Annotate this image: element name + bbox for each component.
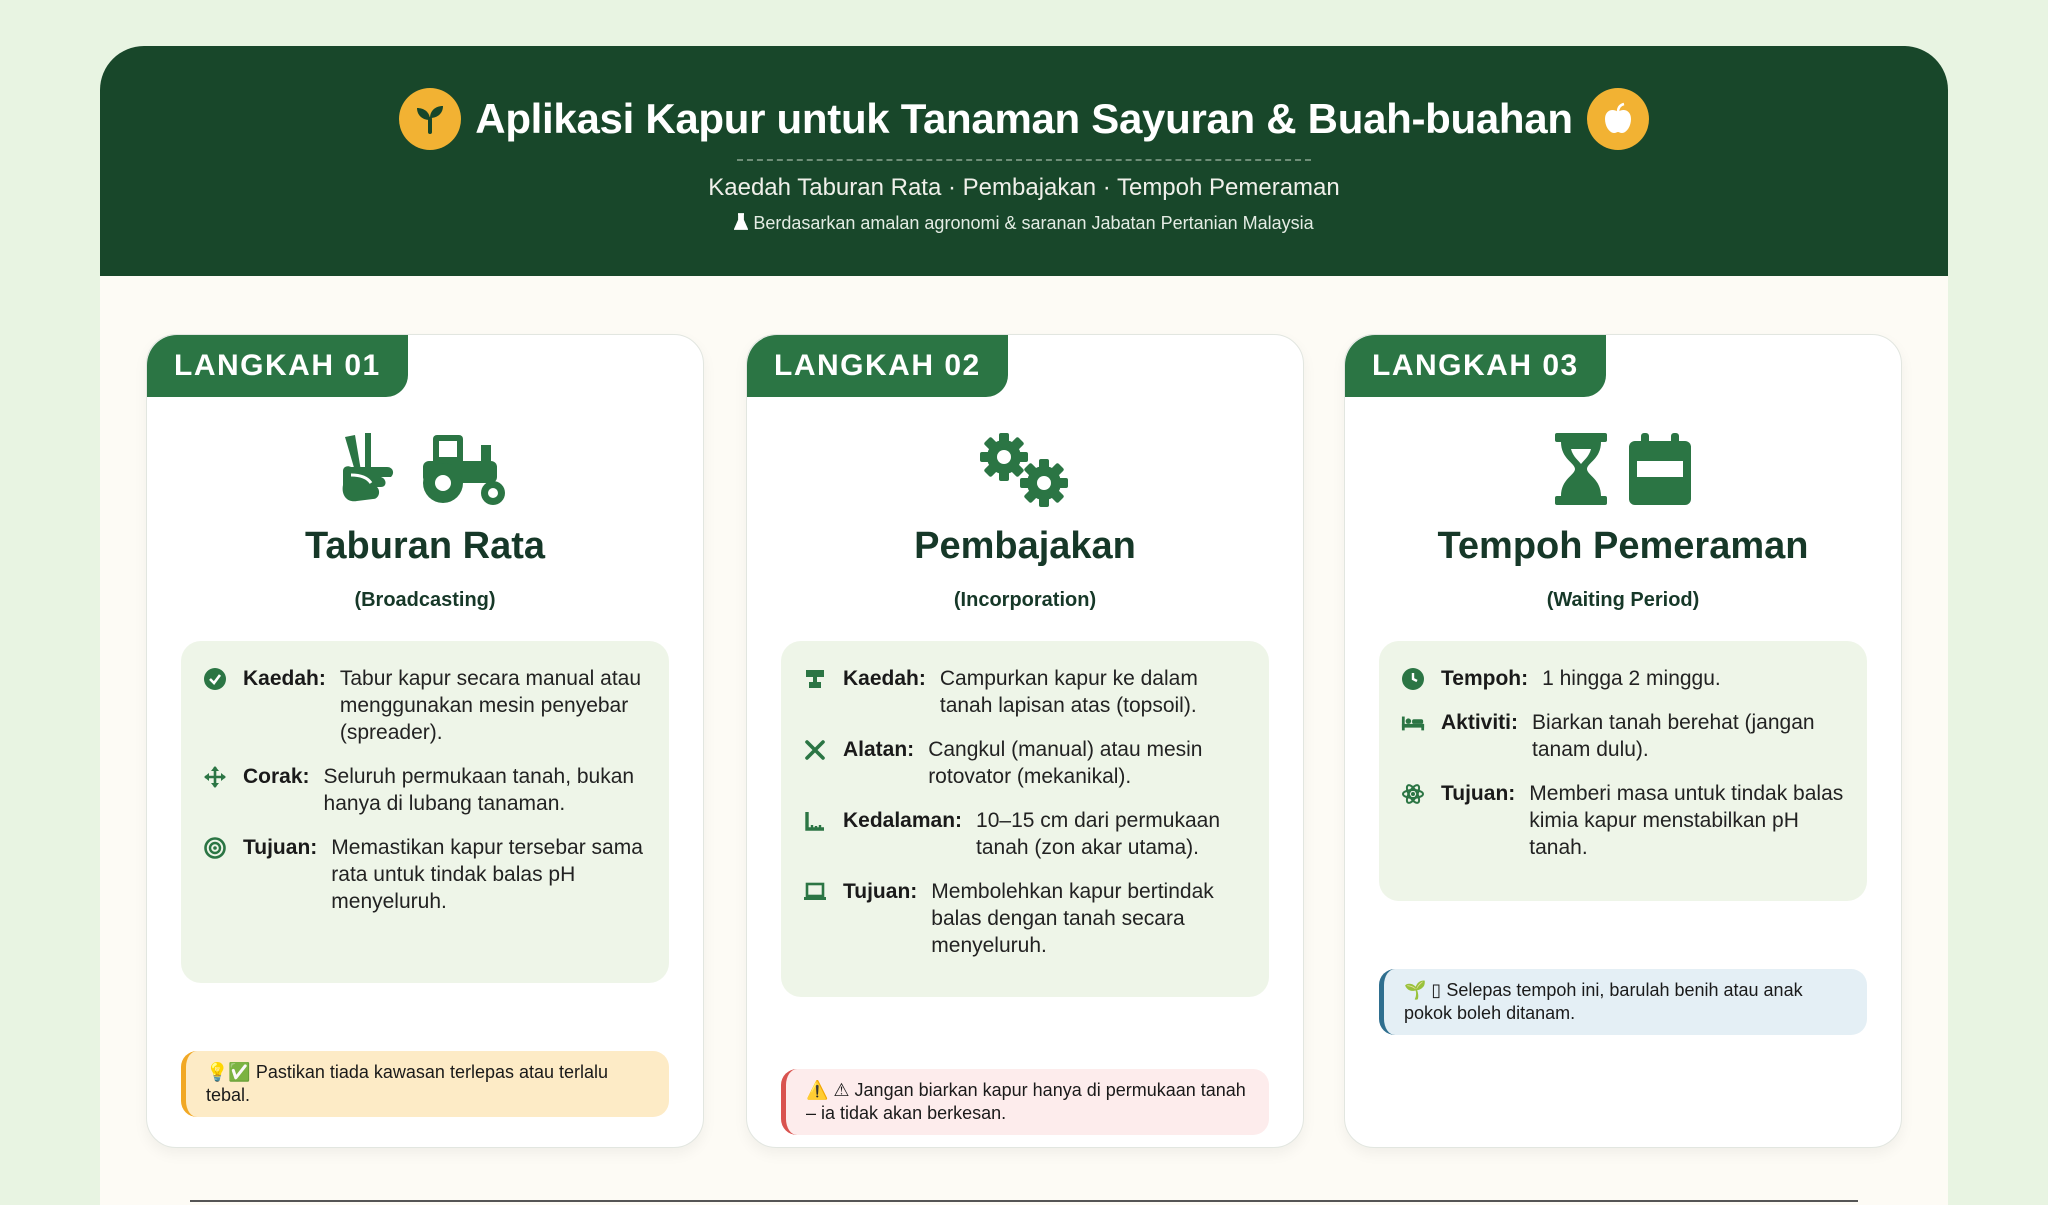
detail-text: Biarkan tanah berehat (jangan tanam dulu). — [1532, 711, 1815, 761]
seedling-icon — [399, 88, 461, 150]
flask-icon — [734, 213, 748, 231]
detail-text: Cangkul (manual) atau mesin rotovator (mekanikal). — [928, 738, 1203, 788]
step-icons-1 — [147, 431, 703, 507]
step-card-2 — [746, 334, 1304, 1148]
step-card-3 — [1344, 334, 1902, 1148]
tractor-icon — [419, 431, 513, 507]
tip-note-1: 💡✅ Pastikan tiada kawasan terlepas atau terlalu tebal. — [181, 1051, 669, 1117]
laptop-icon — [803, 878, 827, 905]
detail-label: Tujuan: — [1441, 782, 1516, 805]
arrows-icon — [203, 763, 227, 790]
detail-label: Kaedah: — [843, 667, 926, 690]
step-icons-3 — [1345, 431, 1901, 507]
title-row — [100, 88, 1948, 150]
step-subtitle-2: (Incorporation) — [953, 589, 1097, 611]
step-details-2 — [781, 641, 1269, 997]
trowel-icon — [803, 665, 827, 692]
step-tab-3: LANGKAH 03 — [1345, 335, 1606, 397]
detail-label: Kedalaman: — [843, 809, 963, 832]
detail-label: Kaedah: — [243, 667, 326, 690]
detail-label: Alatan: — [843, 738, 915, 761]
info-note-3: 🌱 ▯ Selepas tempoh ini, barulah benih atau anak pokok boleh ditanam. — [1379, 969, 1867, 1035]
detail-text: Campurkan kapur ke dalam tanah lapisan atas (topsoil). — [939, 667, 1198, 717]
step-card-1 — [146, 334, 704, 1148]
title-divider — [737, 159, 1311, 161]
detail-label: Tujuan: — [243, 836, 318, 859]
detail-row — [803, 878, 1247, 959]
detail-text: Seluruh permukaan tanah, bukan hanya di lubang tanaman. — [323, 765, 635, 815]
detail-row — [1401, 709, 1845, 763]
detail-text: 10–15 cm dari permukaan tanah (zon akar utama). — [976, 809, 1221, 859]
step-icons-2 — [747, 431, 1303, 507]
bed-icon — [1401, 709, 1425, 736]
step-tab-1: LANGKAH 01 — [147, 335, 408, 397]
step-details-3 — [1379, 641, 1867, 901]
step-title-1: Taburan Rata — [304, 525, 545, 567]
detail-row — [803, 736, 1247, 790]
infographic-sheet — [100, 46, 1948, 1205]
hourglass-icon — [1553, 431, 1609, 507]
page-title: Aplikasi Kapur untuk Tanaman Sayuran & Buah-buahan — [475, 95, 1573, 142]
calendar-icon — [1627, 431, 1693, 507]
bullseye-icon — [203, 834, 227, 861]
check-circle-icon — [203, 665, 227, 692]
detail-row — [803, 665, 1247, 719]
detail-row — [803, 807, 1247, 861]
step-tab-2: LANGKAH 02 — [747, 335, 1008, 397]
detail-text: Memberi masa untuk tindak balas kimia kapur menstabilkan pH tanah. — [1529, 782, 1844, 859]
step-subtitle-3: (Waiting Period) — [1546, 589, 1700, 611]
detail-row — [1401, 780, 1845, 861]
header-banner — [100, 46, 1948, 276]
footer-divider — [190, 1200, 1858, 1202]
page-subtitle: Kaedah Taburan Rata · Pembajakan · Tempoh Pemeraman — [708, 174, 1340, 201]
detail-row — [203, 763, 647, 817]
detail-label: Aktiviti: — [1441, 711, 1519, 734]
step-details-1 — [181, 641, 669, 983]
step-subtitle-1: (Broadcasting) — [354, 589, 496, 611]
ruler-icon — [803, 807, 827, 834]
atom-icon — [1401, 780, 1425, 807]
detail-label: Tempoh: — [1441, 667, 1529, 690]
step-title-2: Pembajakan — [914, 525, 1136, 567]
detail-text: Memastikan kapur tersebar sama rata untuk tindak balas pH menyeluruh. — [331, 836, 643, 913]
warning-note-2: ⚠️ ⚠ Jangan biarkan kapur hanya di permukaan tanah – ia tidak akan berkesan. — [781, 1069, 1269, 1135]
tools-icon — [803, 736, 827, 763]
detail-text: 1 hingga 2 minggu. — [1542, 667, 1721, 690]
detail-row — [1401, 665, 1845, 692]
detail-row — [203, 665, 647, 746]
detail-text: Tabur kapur secara manual atau menggunakan mesin penyebar (spreader). — [339, 667, 642, 744]
clock-icon — [1401, 665, 1425, 692]
detail-row — [203, 834, 647, 915]
source-text: Berdasarkan amalan agronomi & saranan Jabatan Pertanian Malaysia — [753, 213, 1314, 233]
detail-label: Tujuan: — [843, 880, 918, 903]
detail-label: Corak: — [243, 765, 310, 788]
detail-text: Membolehkan kapur bertindak balas dengan tanah secara menyeluruh. — [931, 880, 1214, 957]
apple-icon — [1587, 88, 1649, 150]
gears-icon — [978, 431, 1072, 507]
source-line — [100, 213, 1948, 234]
hand-peace-icon — [337, 431, 401, 507]
step-title-3: Tempoh Pemeraman — [1437, 525, 1809, 567]
